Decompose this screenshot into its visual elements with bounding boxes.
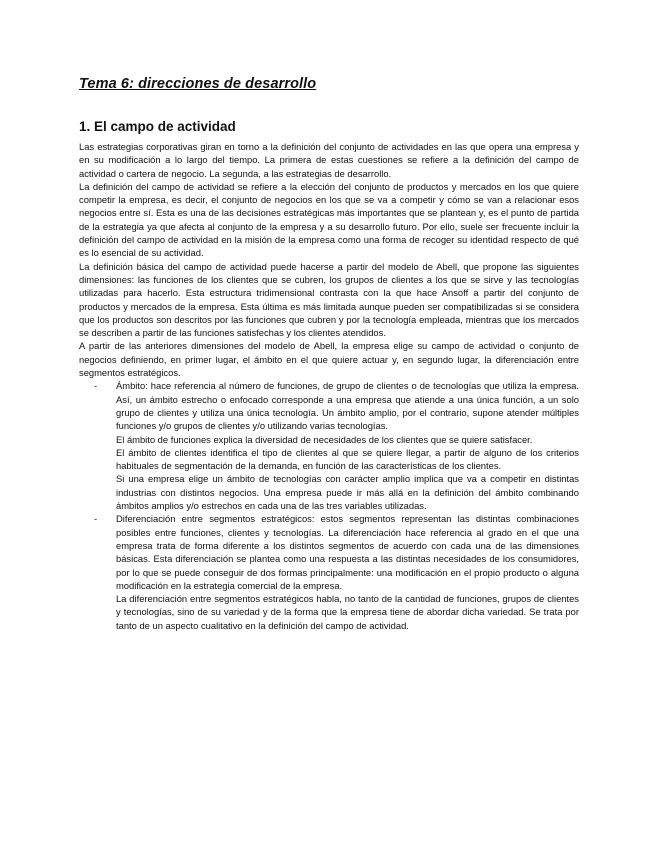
dash-list [79,379,579,632]
list-item-ambito [79,379,579,512]
list-bullet: - [94,513,98,525]
body-paragraph: La definición del campo de actividad se refiere a la elección del conjunto de productos y mercados en los que quiere competir la empresa, es decir, el conjunto de negocios en los que se va a competir y cómo se van a relacionar esos negocios entre sí. Esta es una de las decisiones estratégicas más importantes que se plantean y, es el punto de partida de la estrategia ya que afecta al conjunto de la empresa y a su desarrollo futuro. Por ello, suele ser frecuente incluir la definición del campo de actividad en la misión de la empresa como una forma de recoger su identidad respecto de qué es lo esencial de su actividad. [79,180,579,259]
list-paragraph: Diferenciación entre segmentos estratégicos: estos segmentos representan las distintas combinaciones posibles entre funciones, clientes y tecnologías. La diferenciación hace referencia al grado en el que una empresa trata de forma diferente a los distintos segmentos de acuerdo con cada una de las dimensiones básicas. Esta diferenciación se plantea como una respuesta a las distintas necesidades de los consumidores, por lo que se puede conseguir de dos formas principalmente: una modificación en el propio producto o alguna modificación en la estrategia comercial de la empresa. [116,513,579,591]
page-title: Tema 6: direcciones de desarrollo [79,76,317,92]
body-paragraph: A partir de las anteriores dimensiones del modelo de Abell, la empresa elige su campo de actividad o conjunto de negocios definiendo, en primer lugar, el ámbito en el que quiere actuar y, en segundo lugar, la diferenciación entre segmentos estratégicos. [79,340,579,379]
list-paragraph: El ámbito de clientes identifica el tipo de clientes al que se quiere llegar, a partir de alguno de los criterios habituales de segmentación de la demanda, en función de las características de los clientes. [116,446,579,472]
list-paragraph: Si una empresa elige un ámbito de tecnologías con carácter amplio implica que va a competir en distintas industrias con distintos negocios. Una empresa puede ir más allá en la definición del ámbito combinando ámbitos amplios y/o estrechos en cada una de las tres variables utilizadas. [116,473,579,512]
section-heading: 1. El campo de actividad [79,119,236,134]
list-paragraph: Ámbito: hace referencia al número de funciones, de grupo de clientes o de tecnologías que utiliza la empresa. Así, un ámbito estrecho o enfocado corresponde a una empresa que atiende a una única función, a un solo grupo de clientes y utiliza una única tecnología. Un ámbito amplio, por el contrario, supone atender múltiples funciones y/o grupos de clientes y/o utilizando varias tecnologías. [116,380,579,432]
body-paragraph: La definición básica del campo de actividad puede hacerse a partir del modelo de Abell, que propone las siguientes dimensiones: las funciones de los clientes que se cubren, los grupos de clientes a los que se sirve y las tecnologías utilizadas para hacerlo. Esta estructura tridimensional contrasta con la que hace Ansoff a partir del conjunto de productos y mercados de la empresa. Esta última es más limitada aunque pueden ser compatibilizadas si se considera que los productos son descritos por las funciones que cubren y por la tecnología empleada, mientras que los mercados se describen a partir de las funciones satisfechas y los clientes atendidos. [79,260,579,339]
list-paragraph: El ámbito de funciones explica la diversidad de necesidades de los clientes que se quiere satisfacer. [116,433,533,445]
section-body [79,140,579,632]
body-paragraph: Las estrategias corporativas giran en torno a la definición del conjunto de actividades en las que opera una empresa y en su modificación a lo largo del tiempo. La primera de estas cuestiones se refiere a la definición del campo de actividad o cartera de negocio. La segunda, a las estrategias de desarrollo. [79,141,579,179]
list-bullet: - [94,380,98,392]
list-paragraph: La diferenciación entre segmentos estratégicos habla, no tanto de la cantidad de funciones, grupos de clientes y tecnologías, sino de su variedad y de la forma que la empresa tiene de abordar dicha variedad. Se trata por tanto de un aspecto cualitativo en la definición del campo de actividad. [116,593,579,631]
list-item-diferenciacion [79,512,579,632]
